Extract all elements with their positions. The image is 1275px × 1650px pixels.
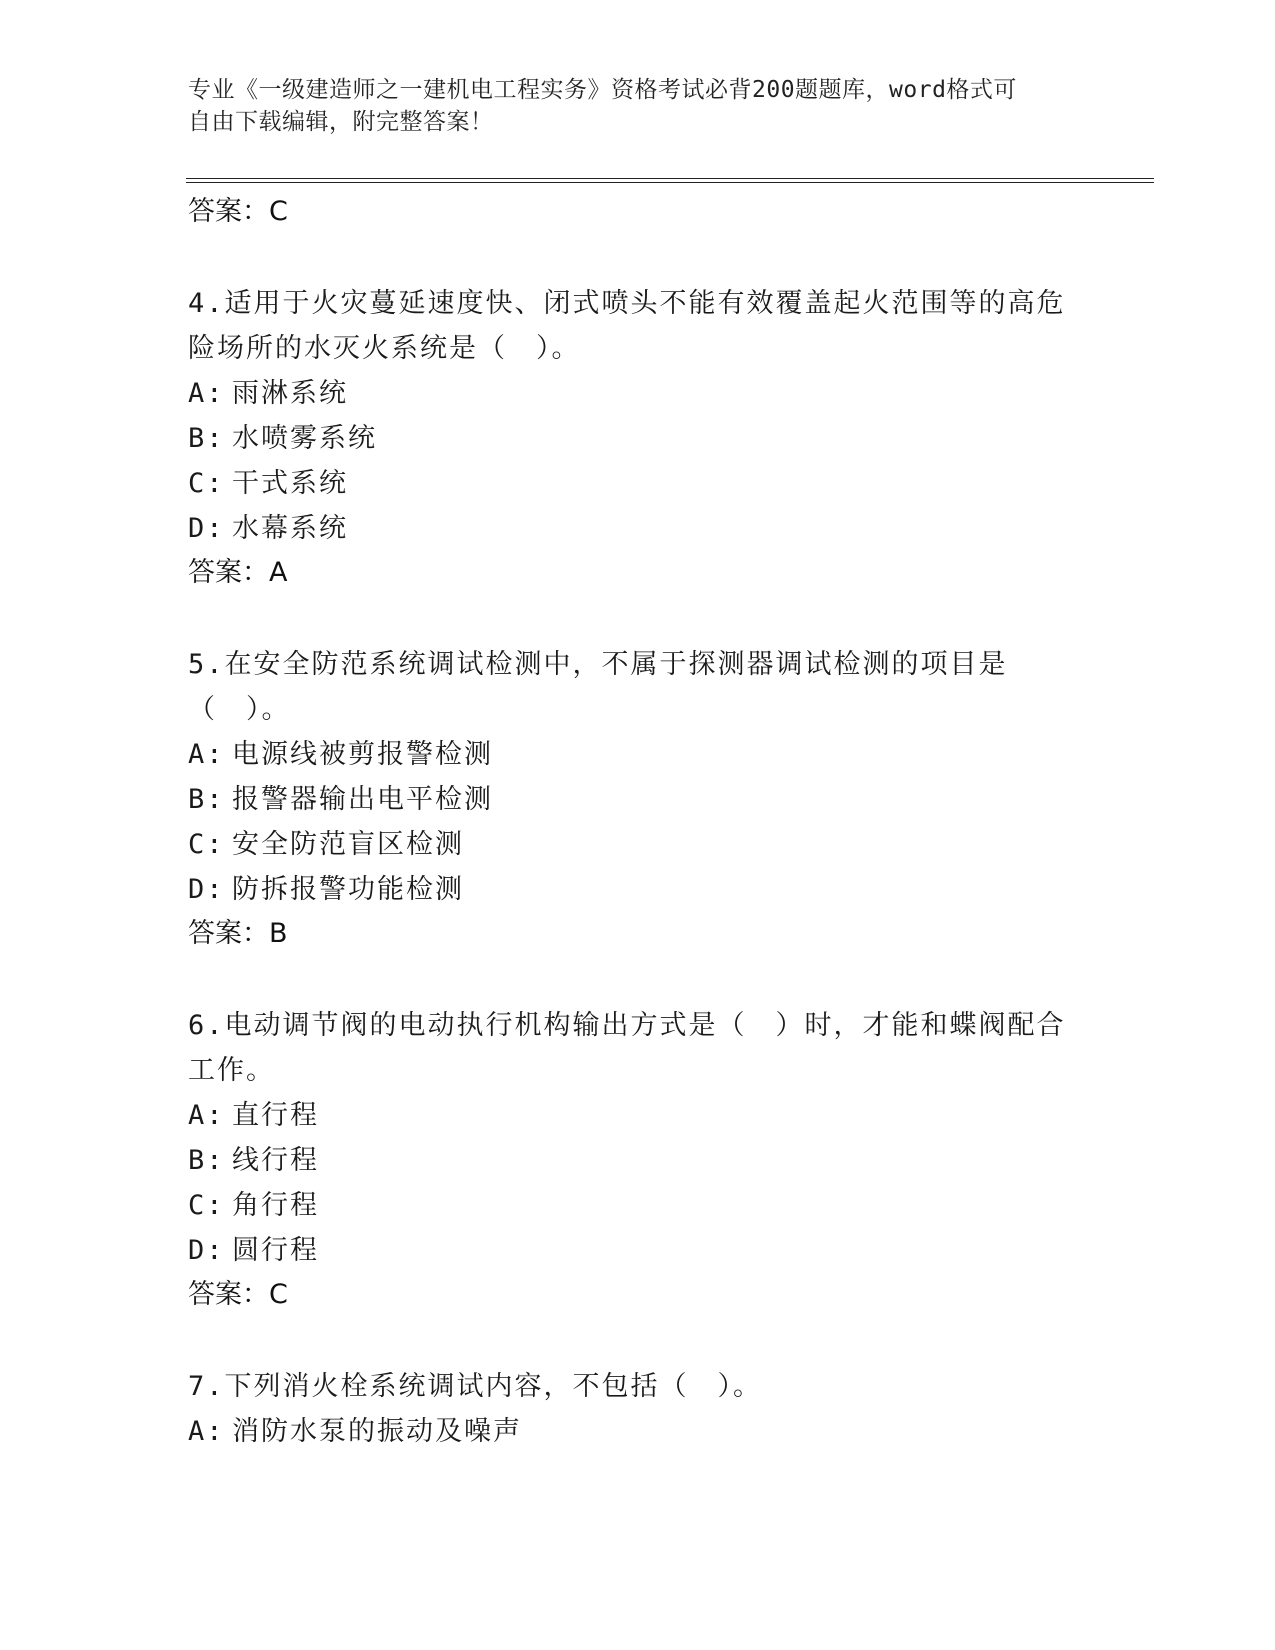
option-text: 线行程 (232, 1145, 319, 1176)
question-4 (188, 281, 1088, 595)
option-text: 报警器输出电平检测 (232, 784, 493, 815)
header-line-1: 专业《一级建造师之一建机电工程实务》资格考试必背200题题库，word格式可 (188, 77, 1017, 103)
option-letter: D: (188, 513, 225, 544)
option-letter: C: (188, 468, 225, 499)
option-letter: C: (188, 1190, 225, 1221)
option-letter: C: (188, 829, 225, 860)
option-letter: B: (188, 1145, 225, 1176)
option-c (188, 461, 1088, 506)
option-b (188, 777, 1088, 822)
option-b (188, 416, 1088, 461)
option-text: 水幕系统 (232, 513, 348, 544)
option-a (188, 1409, 1088, 1454)
option-letter: A: (188, 739, 225, 770)
question-7 (188, 1364, 1088, 1454)
option-a (188, 1093, 1088, 1138)
option-a (188, 732, 1088, 777)
option-d (188, 867, 1088, 912)
header-divider-top (186, 178, 1154, 179)
document-header (188, 74, 1068, 138)
option-text: 角行程 (232, 1190, 319, 1221)
question-stem: 6.电动调节阀的电动执行机构输出方式是（ ）时，才能和蝶阀配合工作。 (188, 1010, 1066, 1086)
header-line-2: 自由下载编辑，附完整答案！ (188, 109, 494, 135)
option-text: 消防水泵的振动及噪声 (232, 1416, 522, 1447)
header-divider-bottom (186, 182, 1154, 183)
option-a (188, 371, 1088, 416)
answer-label: 答案：A (188, 557, 288, 588)
option-letter: A: (188, 1100, 225, 1131)
question-stem: 7.下列消火栓系统调试内容，不包括（ ）。 (188, 1371, 763, 1402)
option-d (188, 506, 1088, 551)
option-text: 圆行程 (232, 1235, 319, 1266)
option-letter: A: (188, 1416, 225, 1447)
option-c (188, 822, 1088, 867)
previous-answer: 答案：C (188, 196, 288, 227)
option-text: 防拆报警功能检测 (232, 874, 464, 905)
question-5 (188, 642, 1088, 956)
option-text: 水喷雾系统 (232, 423, 377, 454)
option-letter: A: (188, 378, 225, 409)
option-c (188, 1183, 1088, 1228)
option-text: 直行程 (232, 1100, 319, 1131)
option-d (188, 1228, 1088, 1273)
option-b (188, 1138, 1088, 1183)
question-stem: 5.在安全防范系统调试检测中，不属于探测器调试检测的项目是（ ）。 (188, 649, 1008, 725)
option-text: 雨淋系统 (232, 378, 348, 409)
answer-label: 答案：C (188, 1279, 288, 1310)
option-text: 安全防范盲区检测 (232, 829, 464, 860)
option-text: 电源线被剪报警检测 (232, 739, 493, 770)
option-letter: D: (188, 874, 225, 905)
option-letter: B: (188, 784, 225, 815)
question-6 (188, 1003, 1088, 1317)
question-stem: 4.适用于火灾蔓延速度快、闭式喷头不能有效覆盖起火范围等的高危险场所的水灭火系统是（ ）。 (188, 288, 1066, 364)
option-text: 干式系统 (232, 468, 348, 499)
question-list (188, 190, 1088, 1454)
option-letter: B: (188, 423, 225, 454)
option-letter: D: (188, 1235, 225, 1266)
answer-label: 答案：B (188, 918, 288, 949)
